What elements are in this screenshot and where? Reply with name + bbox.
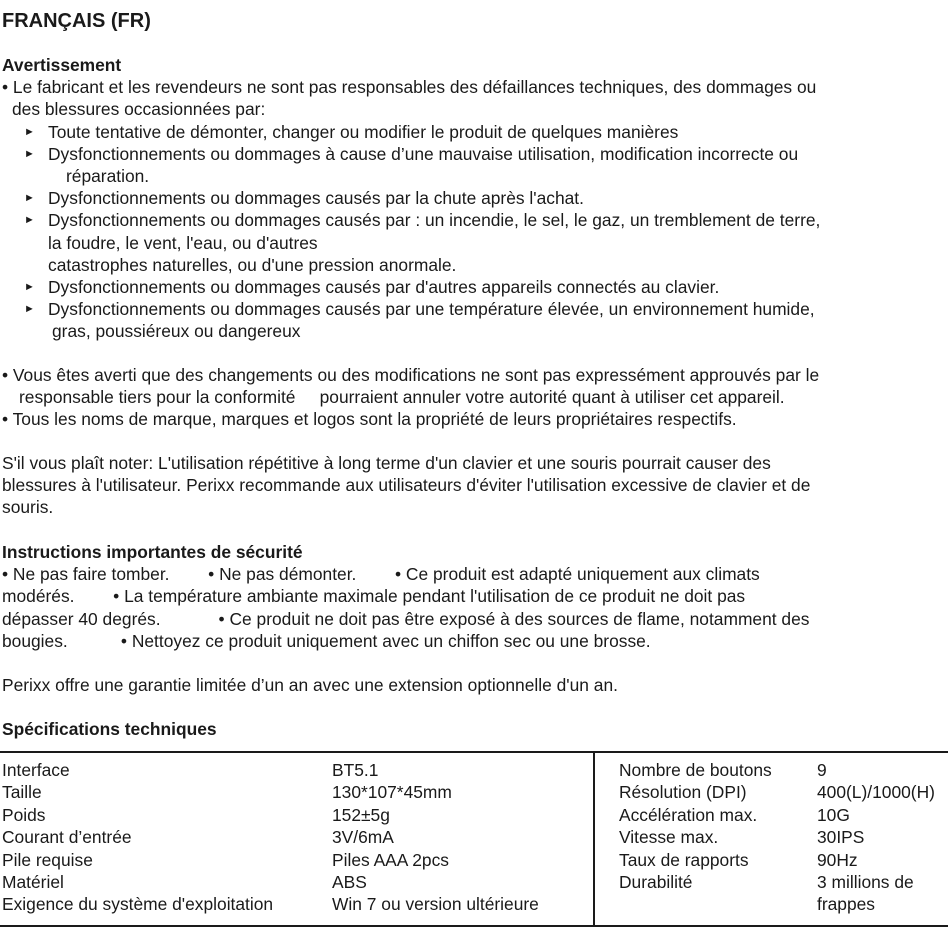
spec-value: Piles AAA 2pcs [332,849,449,870]
spec-label: Durabilité [619,871,693,892]
spec-value: 400(L)/1000(H) [817,782,935,803]
spec-value: 9 [817,760,827,780]
list-item [2,187,948,209]
list-item-text: Dysfonctionnements ou dommages causés par : un incendie, le sel, le gaz, un tremblement de terre, [48,210,821,231]
arrow-bullet-icon: ► [24,125,35,138]
list-item [2,121,948,143]
spec-label: Résolution (DPI) [619,782,747,803]
notice-bullet-1-line-2: responsable tiers pour la conformité pourraient annuler votre autorité quant à utiliser cet appareil. [19,387,785,408]
spec-label: Taille [2,782,42,803]
arrow-bullet-icon: ► [24,192,35,205]
warning-bullet-1-line-1: • Le fabricant et les revendeurs ne sont pas responsables des défaillances techniques, des dommages ou [2,77,817,98]
spec-label: Pile requise [2,849,93,870]
page-title: FRANÇAIS (FR) [2,10,151,32]
usage-note-line-3: souris. [2,497,54,518]
spec-value: 30IPS [817,827,865,848]
notice-bullet-2: • Tous les noms de marque, marques et logos sont la propriété de leurs propriétaires respectifs. [2,409,737,430]
arrow-bullet-icon: ► [24,214,35,227]
specs-left-values [332,759,539,916]
list-item-text-cont: catastrophes naturelles, ou d'une pression anormale. [48,254,457,275]
list-item-text-cont: réparation. [66,166,150,187]
spec-label: Vitesse max. [619,827,719,848]
spec-value: 3V/6mA [332,827,394,848]
spec-label: Accélération max. [619,804,758,825]
list-item-text-cont: gras, poussiéreux ou dangereux [52,321,301,342]
usage-note-line-2: blessures à l'utilisateur. Perixx recommande aux utilisateurs d'éviter l'utilisation excessive de clavier et de [2,475,811,496]
safety-line-1: • Ne pas faire tomber. • Ne pas démonter. • Ce produit est adapté uniquement aux climats [2,564,760,585]
safety-line-4: bougies. • Nettoyez ce produit uniquement avec un chiffon sec ou une brosse. [2,630,651,651]
warning-heading: Avertissement [2,55,122,75]
spec-label: Matériel [2,871,64,892]
list-item-text: Toute tentative de démonter, changer ou modifier le produit de quelques manières [48,121,679,142]
arrow-bullet-icon: ► [24,281,35,294]
damage-causes-list [2,121,948,343]
list-item-text: Dysfonctionnements ou dommages causés par une température élevée, un environnement humide, [48,299,815,320]
spec-value: Win 7 ou version ultérieure [332,894,539,915]
spec-label: Poids [2,804,46,825]
spec-value: 152±5g [332,804,390,825]
specs-right-labels [619,759,772,893]
spec-label: Nombre de boutons [619,760,772,780]
safety-line-2: modérés. • La température ambiante maximale pendant l'utilisation de ce produit ne doit pas [2,586,746,607]
list-item [2,143,948,187]
usage-note [2,452,948,519]
list-item [2,298,948,342]
spec-value: 130*107*45mm [332,782,452,803]
table-divider [593,753,595,925]
spec-label: Interface [2,760,70,780]
specs-right-values [817,759,935,916]
safety-heading: Instructions importantes de sécurité [2,542,303,562]
list-item-text: Dysfonctionnements ou dommages à cause d’une mauvaise utilisation, modification incorrecte ou [48,143,799,164]
list-item-text-cont: la foudre, le vent, l'eau, ou d'autres [48,232,318,253]
list-item [2,276,948,298]
list-item-text: Dysfonctionnements ou dommages causés par d'autres appareils connectés au clavier. [48,277,720,298]
warning-section [2,54,948,343]
spec-label: Taux de rapports [619,849,749,870]
arrow-bullet-icon: ► [24,303,35,316]
spec-value: BT5.1 [332,760,379,780]
list-item-text: Dysfonctionnements ou dommages causés par la chute après l'achat. [48,188,584,209]
spec-label: Exigence du système d'exploitation [2,894,274,915]
specs-table [0,751,948,927]
spec-value: ABS [332,871,367,892]
safety-line-3: dépasser 40 degrés. • Ce produit ne doit pas être exposé à des sources de flame, notamment des [2,608,810,629]
warning-bullet-1 [2,76,948,98]
specs-left-labels [2,759,273,916]
warning-bullet-1-cont [2,98,948,120]
notice-bullet-1-line-1: • Vous êtes averti que des changements ou des modifications ne sont pas expressément approuvés par le [2,365,820,385]
spec-value: frappes [817,894,876,915]
spec-value: 90Hz [817,849,858,870]
spec-value: 3 millions de [817,871,914,892]
usage-note-line-1: S'il vous plaît noter: L'utilisation répétitive à long terme d'un clavier et une souris pourrait causer des [2,453,771,473]
notice-bullets [2,364,948,431]
warning-bullet-1-line-2: des blessures occasionnées par: [12,99,266,120]
warranty-text: Perixx offre une garantie limitée d’un an avec une extension optionnelle d'un an. [2,675,618,695]
specs-heading: Spécifications techniques [2,719,217,739]
spec-value: 10G [817,804,850,825]
arrow-bullet-icon: ► [24,147,35,160]
safety-section [2,541,948,652]
list-item [2,209,948,276]
spec-label: Courant d’entrée [2,827,132,848]
